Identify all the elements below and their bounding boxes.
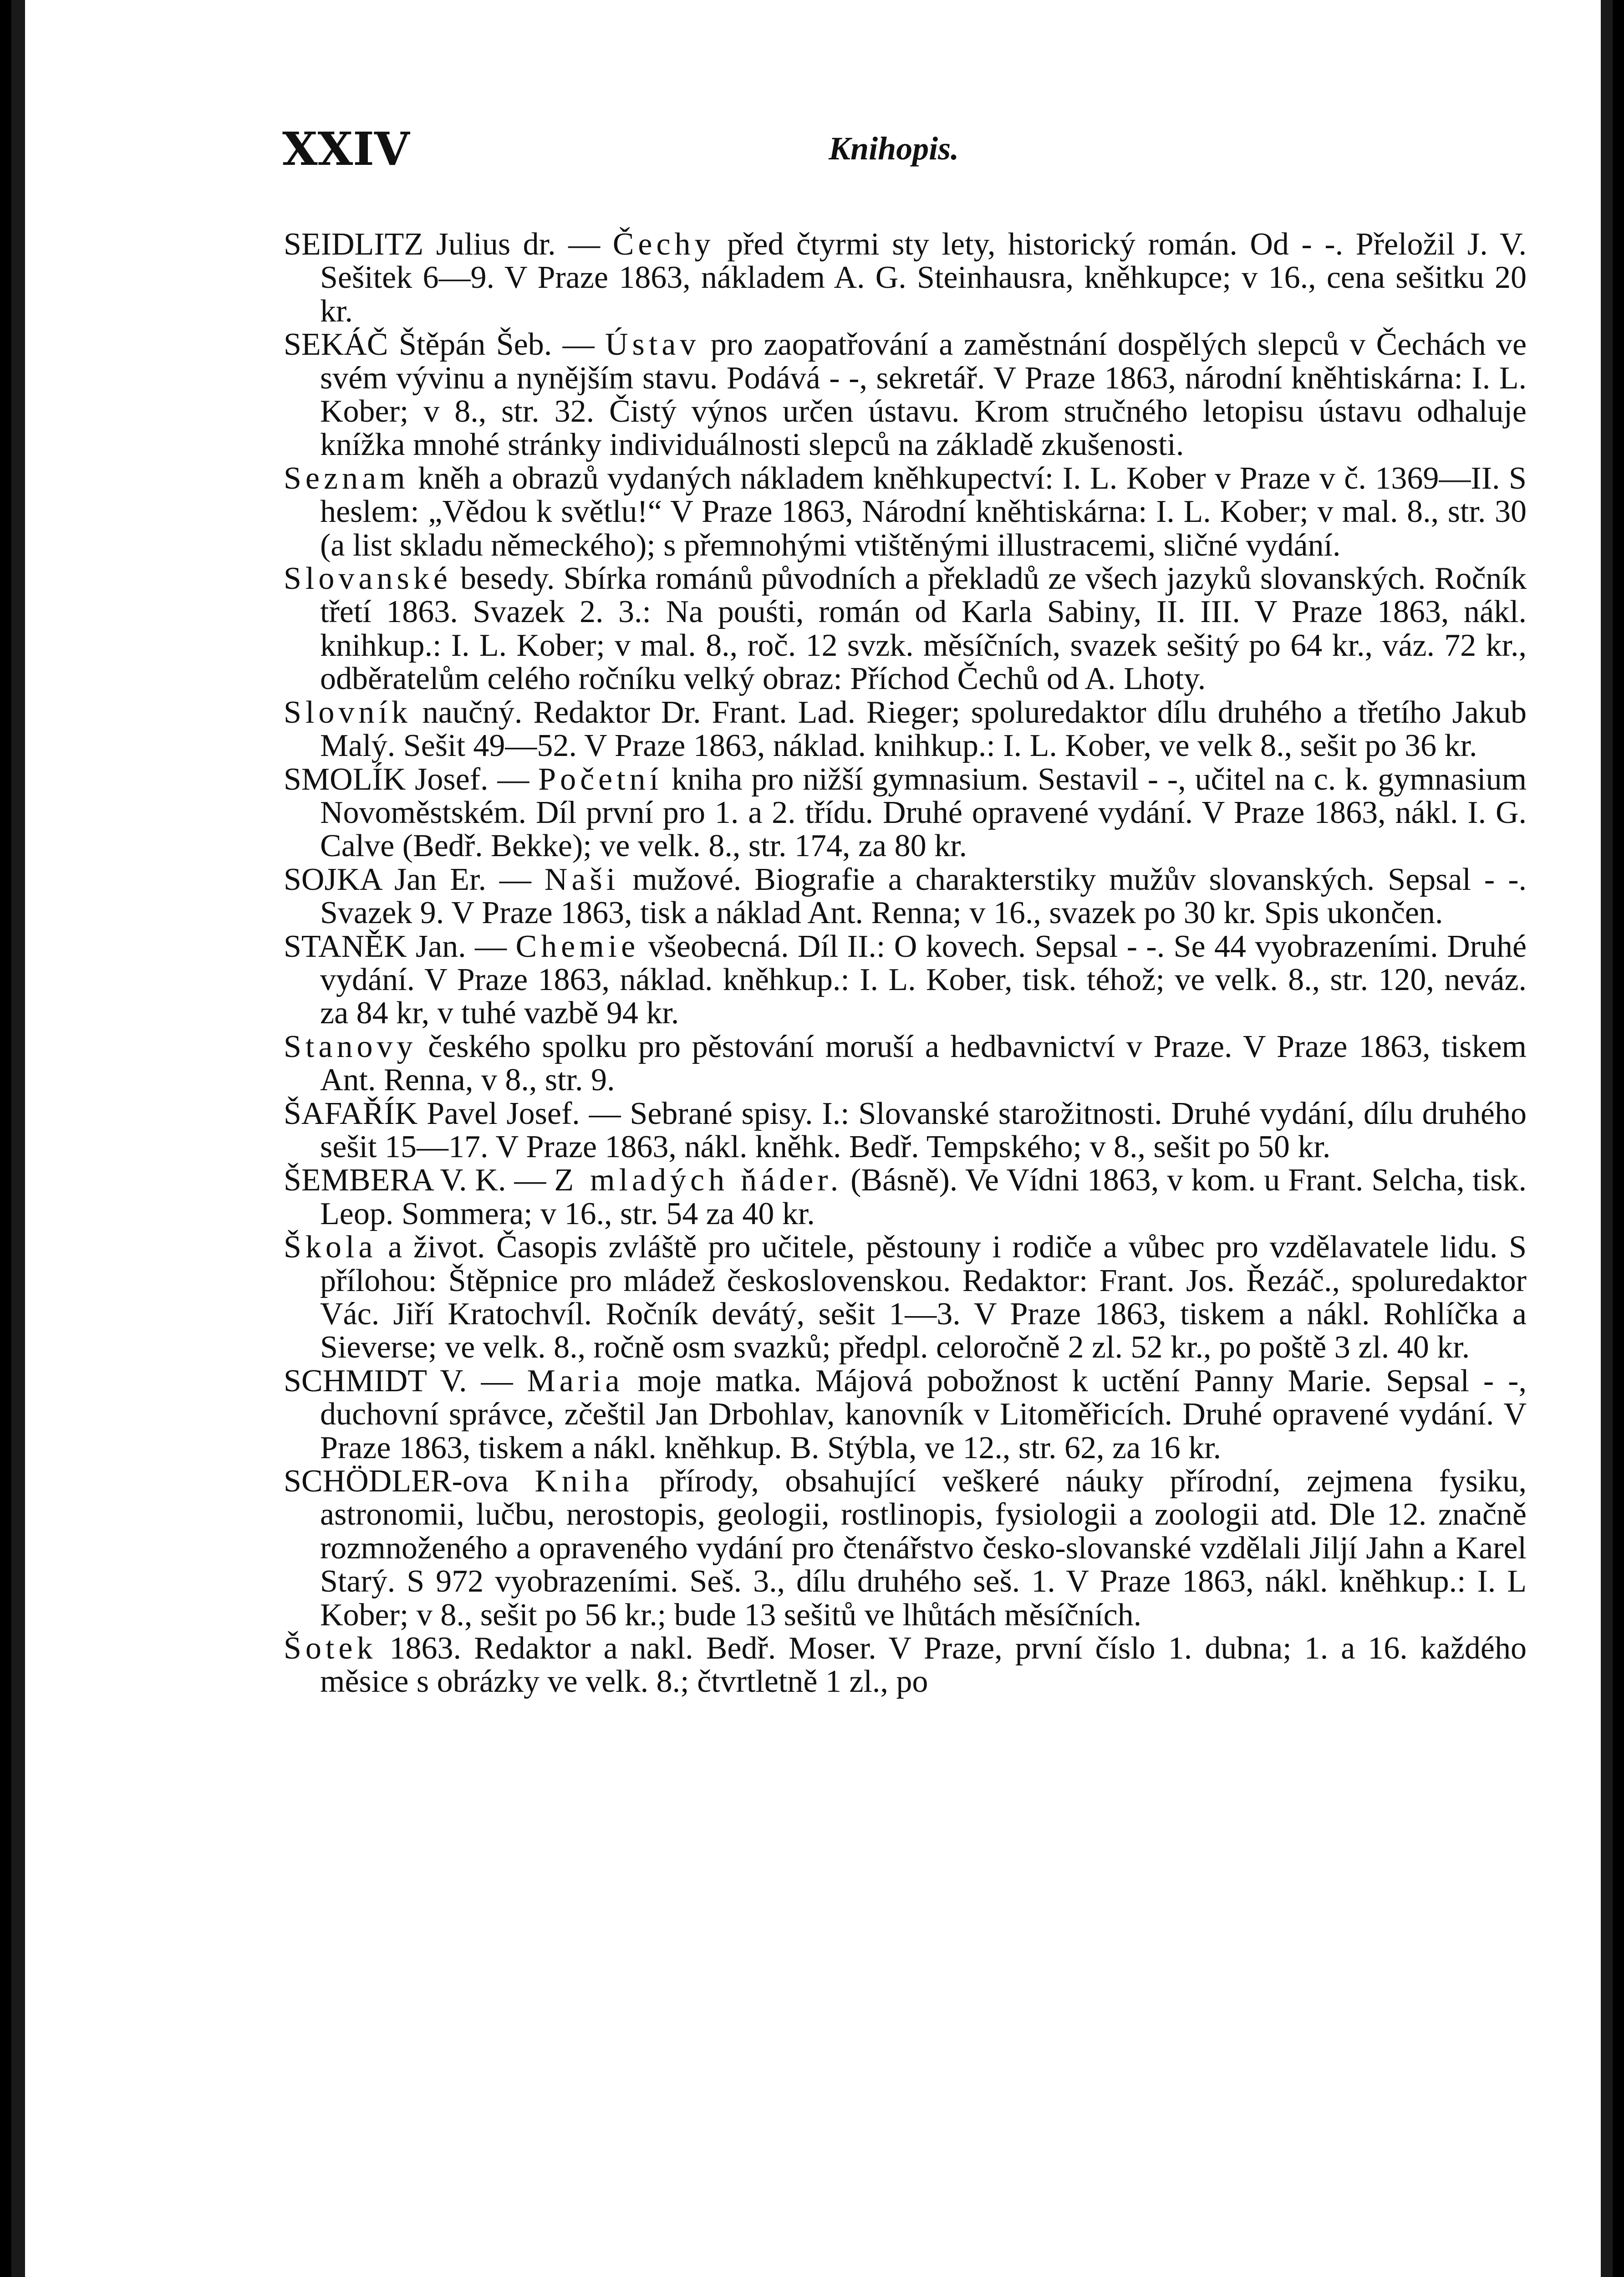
page-number: XXIV <box>282 122 410 176</box>
entry-text: všeobecná. Díl II.: O kovech. Sepsal - -. Se 44 vyobrazeními. Druhé vydání. V Praze 1863, náklad. kněhkup.: I. L. Kober, tisk. téhož; ve velk. 8., str. 120, neváz. za 84 kr, v tuhé vazbě 94 kr. <box>320 929 1527 1031</box>
entry-title-word: Početní <box>538 761 663 797</box>
entry-text: přírody, obsahující veškeré náuky přírodní, zejmena fysiku, astronomii, lučbu, nerostopis, geologii, rostlinopis, fysiologii a zoologii atd. Dle 12. značně rozmnoženého a opraveného vydání pro čtenářstvo česko-slovanské vzdělali Jiljí Jahn a Karel Starý. S 972 vyobrazeními. Seš. 3., dílu druhého seš. 1. V Praze 1863, nákl. kněhkup.: I. L Kober; v 8., sešit po 56 kr.; bude 13 sešitů ve lhůtách měsíčních. <box>320 1464 1527 1633</box>
running-title: Knihopis. <box>829 130 959 167</box>
entry-author: SEKÁČ Štěpán Šeb. — <box>284 327 595 362</box>
bibliography-list <box>284 228 1527 1699</box>
bibliography-entry <box>284 696 1527 763</box>
bibliography-entry <box>284 562 1527 696</box>
entry-title-word: Slovník <box>284 694 412 730</box>
entry-text: mužové. Biografie a charakterstiky mužův slovanských. Sepsal - -. Svazek 9. V Praze 1863, tisk a náklad Ant. Renna; v 16., svazek po 30 kr. Spis ukončen. <box>320 862 1527 931</box>
bibliography-entry <box>284 1364 1527 1465</box>
entry-author: SOJKA Jan Er. — <box>284 862 531 897</box>
bibliography-entry <box>284 1097 1527 1164</box>
bibliography-entry <box>284 930 1527 1030</box>
entry-text: kněh a obrazů vydaných nákladem kněhkupectví: I. L. Kober v Praze v č. 1369—II. S heslem: „Vědou k světlu!“ V Praze 1863, Národní kněhtiskárna: I. L. Kober; v mal. 8., str. 30 (a list skladu německého); s přemnohými vtištěnými illustracemi, sličné vydání. <box>320 460 1527 563</box>
bibliography-entry <box>284 863 1527 930</box>
entry-title-word: Škola <box>284 1230 377 1265</box>
entry-text: před čtyrmi sty lety, historický román. Od - -. Přeložil J. V. Sešitek 6—9. V Praze 1863, nákladem A. G. Steinhausra, kněhkupce; v 16., cena sešitku 20 kr. <box>320 227 1527 329</box>
bibliography-entry <box>284 328 1527 462</box>
entry-author: SCHÖDLER-ova <box>284 1464 509 1499</box>
bibliography-entry <box>284 1230 1527 1364</box>
bibliography-entry <box>284 763 1527 863</box>
entry-title-word: Maria <box>527 1363 624 1399</box>
entry-title-word: Naši <box>544 862 620 897</box>
entry-title-word: Seznam <box>284 460 409 496</box>
bibliography-entry <box>284 1632 1527 1699</box>
entry-title-word: Kniha <box>535 1464 633 1499</box>
entry-title-word: Ústav <box>605 327 700 362</box>
entry-title-word: Z mladých ňáder. <box>554 1163 843 1198</box>
entry-title-word: Šotek <box>284 1631 377 1666</box>
entry-title-word: Čechy <box>612 227 715 262</box>
bibliography-entry <box>284 1164 1527 1230</box>
book-page <box>11 0 1613 2277</box>
entry-text: a život. Časopis zvláště pro učitele, pěstouny i rodiče a vůbec pro vzdělavatele lidu. S přílohou: Štěpnice pro mládež československou. Redaktor: Frant. Jos. Řezáč., spoluredaktor Vác. Jiří Kratochvíl. Ročník devátý, sešit 1—3. V Praze 1863, tiskem a nákl. Rohlíčka a Sieverse; ve velk. 8., ročně osm svazků; předpl. celoročně 2 zl. 52 kr., po poště 3 zl. 40 kr. <box>320 1230 1527 1365</box>
bibliography-entry <box>284 1030 1527 1097</box>
bibliography-entry <box>284 462 1527 562</box>
entry-author: SEIDLITZ Julius dr. — <box>284 227 601 262</box>
entry-text: naučný. Redaktor Dr. Frant. Lad. Rieger; spoluredaktor dílu druhého a třetího Jakub Malý. Sešit 49—52. V Praze 1863, náklad. knihkup.: I. L. Kober, ve velk 8., sešit po 36 kr. <box>320 694 1527 764</box>
entry-text: českého spolku pro pěstování moruší a hedbavnictví v Praze. V Praze 1863, tiskem Ant. Renna, v 8., str. 9. <box>320 1029 1527 1098</box>
entry-text: 1863. Redaktor a nakl. Bedř. Moser. V Praze, první číslo 1. dubna; 1. a 16. každého měsice s obrázky ve velk. 8.; čtvrtletně 1 zl., po <box>320 1631 1527 1700</box>
entry-author: ŠEMBERA V. K. — <box>284 1163 546 1198</box>
entry-text: pro zaopatřování a zaměstnání dospělých slepců v Čechách ve svém vývinu a nynějším stavu. Podává - -, sekretář. V Praze 1863, národní kněhtiskárna: I. L. Kober; v 8., str. 32. Čistý výnos určen ústavu. Krom stručného letopisu ústavu odhaluje knížka mnohé stránky individuálnosti slepců na základě zkušenosti. <box>320 327 1527 463</box>
entry-title-word: Slovanské <box>284 561 452 597</box>
entry-text: (Básně). Ve Vídni 1863, v kom. u Frant. Selcha, tisk. Leop. Sommera; v 16., str. 54 za 40 kr. <box>320 1163 1527 1231</box>
entry-author: STANĚK Jan. — <box>284 929 507 964</box>
entry-title-word: Stanovy <box>284 1029 417 1064</box>
entry-text: moje matka. Májová pobožnost k uctění Panny Marie. Sepsal - -, duchovní správce, zčeštil Jan Drbohlav, kanovník v Litoměřicích. Druhé opravené vydání. V Praze 1863, tiskem a nákl. kněhkup. B. Stýbla, ve 12., str. 62, za 16 kr. <box>320 1363 1527 1465</box>
entry-author: ŠAFAŘÍK Pavel Josef. — <box>284 1096 621 1131</box>
entry-text: Sebrané spisy. I.: Slovanské starožitnosti. Druhé vydání, dílu druhého sešit 15—17. V Praze 1863, nákl. kněhk. Bedř. Tempského; v 8., sešit po 50 kr. <box>320 1096 1527 1164</box>
entry-text: kniha pro nižší gymnasium. Sestavil - -, učitel na c. k. gymnasium Novoměstském. Díl první pro 1. a 2. třídu. Druhé opravené vydání. V Praze 1863, nákl. I. G. Calve (Bedř. Bekke); ve velk. 8., str. 174, za 80 kr. <box>320 761 1527 864</box>
entry-text: besedy. Sbírka románů původních a překladů ze všech jazyků slovanských. Ročník třetí 1863. Svazek 2. 3.: Na pouśti, román od Karla Sabiny, II. III. V Praze 1863, nákl. knihkup.: I. L. Kober; v mal. 8., roč. 12 svzk. měsíčních, svazek sešitý po 64 kr., váz. 72 kr., odběratelům celého ročníku velký obraz: Příchod Čechů od A. Lhoty. <box>320 561 1527 697</box>
entry-author: SCHMIDT V. — <box>284 1363 513 1399</box>
bibliography-entry <box>284 1465 1527 1632</box>
bibliography-entry <box>284 228 1527 328</box>
page-header <box>282 119 1523 179</box>
entry-author: SMOLÍK Josef. — <box>284 761 529 797</box>
entry-title-word: Chemie <box>515 929 640 964</box>
